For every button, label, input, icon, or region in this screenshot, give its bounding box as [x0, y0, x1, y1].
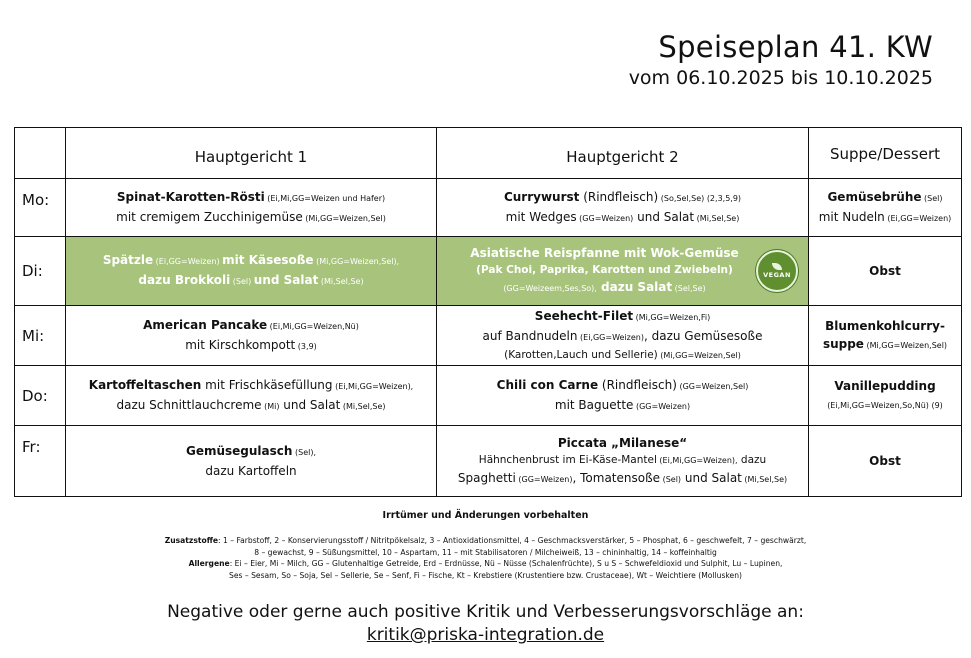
dish-line	[441, 376, 804, 396]
dish-text: und Salat	[681, 470, 742, 485]
day-label: Fr:	[15, 426, 66, 497]
main2-cell	[437, 237, 809, 306]
main2-cell	[437, 426, 809, 497]
page-title: Speiseplan 41. KW	[658, 30, 933, 64]
vegan-badge-icon	[756, 250, 798, 292]
allergens-text-1: : Ei – Eier, Mi – Milch, GG – Glutenhaltige Getreide, Erd – Erdnüsse, Nü – Nüsse (Schalenfrüchte), S u S – Schwefeldioxid und Sulphit, Lu – Lupinen,	[229, 559, 783, 568]
dish-line	[441, 307, 804, 327]
dish-text: mit Baguette	[554, 397, 634, 412]
allergen-codes: (Mi,Sel,Se)	[318, 277, 364, 286]
allergen-codes: (Sel)	[660, 474, 682, 484]
dish-line	[813, 335, 957, 355]
main2-cell	[437, 306, 809, 366]
date-range: vom 06.10.2025 bis 10.10.2025	[628, 67, 933, 89]
main2-cell	[437, 366, 809, 426]
dish-line	[813, 377, 957, 395]
dish-line	[441, 208, 804, 228]
dish-text: , Tomatensoße	[572, 470, 661, 485]
dish-line	[441, 278, 768, 298]
dish-line	[70, 442, 432, 462]
feedback-text: Negative oder gerne auch positive Kritik und Verbesserungsvorschläge an:	[167, 602, 804, 622]
disclaimer: Irrtümer und Änderungen vorbehalten	[382, 510, 589, 521]
allergens-line-2: Ses – Sesam, So – Soja, Sel – Sellerie, Se – Senf, Fi – Fische, Kt – Krebstiere (Krustentiere bzw. Crustaceae), Wt – Weichtiere (Mollusken)	[229, 570, 742, 580]
dish-text: Gemüsegulasch	[185, 444, 293, 458]
table-row	[15, 237, 962, 306]
allergen-codes: (Mi,Sel,Se)	[694, 213, 740, 223]
soup-cell	[809, 179, 962, 237]
allergen-codes: (Mi,GG=Weizen,Sel)	[863, 340, 948, 350]
additives-label: Zusatzstoffe	[164, 536, 219, 545]
dish-line	[70, 336, 432, 356]
corner-cell	[15, 128, 66, 179]
dish-line	[813, 188, 957, 208]
dish-line	[441, 452, 804, 469]
dish-text: Spinat-Karotten-Rösti	[116, 189, 265, 204]
dish-text: mit Käsesoße	[222, 253, 314, 267]
dish-text: Vanillepudding	[834, 378, 936, 393]
soup-cell	[809, 366, 962, 426]
dish-line	[441, 434, 804, 452]
dish-text: dazu Schnittlauchcreme	[116, 397, 262, 412]
dish-text: dazu	[737, 453, 767, 466]
dish-text: mit Wok-Gemüse	[619, 246, 739, 260]
dish-text: Spätzle	[102, 253, 154, 267]
dish-text: Chili con Carne	[496, 377, 599, 392]
allergen-codes: (Sel,Se)	[672, 284, 706, 293]
day-label: Mo:	[15, 179, 66, 237]
table-row	[15, 179, 962, 237]
dish-text: Gemüsebrühe	[827, 189, 922, 204]
main1-cell	[66, 179, 437, 237]
dish-text: suppe	[822, 336, 864, 351]
main1-cell	[66, 426, 437, 497]
allergen-codes: (Ei,Mi,GG=Weizen,So,Nü) (9)	[827, 400, 943, 410]
dish-line	[813, 262, 957, 280]
allergen-codes: (Ei,GG=Weizen)	[153, 257, 223, 266]
dish-text: auf Bandnudeln	[482, 329, 578, 343]
main1-cell	[66, 237, 437, 306]
dish-text: , dazu Gemüsesoße	[643, 329, 763, 343]
dish-text: Blumenkohlcurry-	[825, 318, 945, 333]
col-header-main1: Hauptgericht 1	[66, 128, 437, 179]
allergen-codes: (3,9)	[295, 341, 317, 351]
allergen-codes: (Mi)	[261, 401, 280, 411]
dish-line	[70, 396, 432, 416]
allergen-codes: (Ei,GG=Weizen)	[884, 213, 952, 223]
allergen-codes: (Mi,GG=Weizen,Sel)	[302, 213, 386, 223]
dish-line	[441, 244, 768, 262]
soup-cell	[809, 426, 962, 497]
day-label: Di:	[15, 237, 66, 306]
allergen-codes: (Mi,GG=Weizen,Fi)	[633, 313, 711, 322]
dish-text: (Karotten,Lauch und Sellerie)	[504, 349, 658, 361]
page-header	[629, 30, 933, 90]
dish-text: Obst	[869, 454, 901, 468]
allergen-codes: (Ei,Mi,GG=Weizen und Hafer)	[264, 193, 386, 203]
dish-text: Obst	[869, 264, 901, 278]
dish-text: dazu Brokkoli	[138, 273, 231, 287]
allergen-codes: (GG=Weizen,Sel)	[676, 381, 749, 391]
allergen-codes: (Sel)	[230, 277, 254, 286]
col-header-soup: Suppe/Dessert	[809, 128, 962, 179]
main2-content	[441, 244, 804, 298]
day-label: Do:	[15, 366, 66, 426]
dish-line	[70, 462, 432, 480]
dish-line	[441, 469, 804, 489]
dish-text: American Pancake	[143, 317, 268, 332]
allergen-codes: (GG=Weizen)	[576, 213, 634, 223]
allergen-codes: (Mi,GG=Weizen,Sel),	[313, 257, 400, 266]
dish-text: mit cremigem Zucchinigemüse	[116, 209, 303, 224]
feedback-section	[0, 601, 971, 647]
dish-line	[70, 316, 432, 336]
table-row	[15, 426, 962, 497]
allergen-codes: (Sel),	[292, 448, 317, 457]
dish-text: Kartoffeltaschen	[88, 377, 202, 392]
allergen-codes: (Ei,Mi,GG=Weizen),	[332, 381, 414, 391]
table-row	[15, 306, 962, 366]
dish-line	[441, 188, 804, 208]
dish-text: Seehecht-Filet	[534, 309, 634, 323]
additives-line-2: 8 – gewachst, 9 – Süßungsmittel, 10 – Aspartam, 11 – mit Stabilisatoren / Milcheiweiß, 13 – chininhaltig, 14 – koffeinhaltig	[254, 547, 717, 557]
allergen-codes: (Ei,Mi,GG=Weizen,Nü)	[267, 321, 359, 331]
allergen-codes: (Ei,Mi,GG=Weizen),	[656, 455, 738, 465]
dish-text: (Pak Choi, Paprika, Karotten und Zwiebeln)	[476, 264, 733, 276]
dish-line	[70, 251, 432, 271]
additives-text-1: : 1 – Farbstoff, 2 – Konservierungsstoff / Nitritpökelsalz, 3 – Antioxidationsmittel, 4 – Geschmacksverstärker, 5 – Phosphat, 6 – geschwefelt, 7 – geschwärzt,	[218, 536, 807, 545]
dish-text: mit Frischkäsefüllung	[201, 377, 333, 392]
col-header-main2: Hauptgericht 2	[437, 128, 809, 179]
dish-text: und Salat	[253, 273, 319, 287]
dish-text: Spaghetti	[457, 470, 516, 485]
dish-text: Hähnchenbrust im Ei-Käse-Mantel	[478, 453, 657, 466]
dish-line	[70, 208, 432, 228]
dish-text: (Rindfleisch)	[579, 189, 659, 204]
dish-text: Currywurst	[503, 189, 580, 204]
dish-text: mit Wedges	[505, 209, 577, 224]
allergen-codes: (Mi,Sel,Se)	[340, 401, 386, 411]
allergens-label: Allergene	[188, 559, 230, 568]
dish-text: dazu Salat	[596, 280, 673, 294]
allergen-codes: (GG=Weizeem,Ses,So),	[503, 284, 597, 293]
header-row	[15, 128, 962, 179]
main2-lines	[441, 244, 804, 298]
main1-cell	[66, 306, 437, 366]
additives-line-1	[0, 535, 971, 547]
allergen-codes: (GG=Weizen)	[515, 474, 573, 484]
dish-text: und Salat	[633, 209, 695, 224]
dish-text: mit Nudeln	[818, 209, 885, 224]
allergen-codes: (GG=Weizen)	[633, 401, 691, 411]
feedback-email-link[interactable]: kritik@priska-integration.de	[366, 625, 605, 645]
dish-text: Asiatische Reispfanne	[470, 246, 620, 260]
table-row	[15, 366, 962, 426]
menu-table	[14, 127, 962, 497]
dish-line	[70, 271, 432, 291]
allergen-codes: (Ei,GG=Weizen)	[577, 333, 644, 342]
vegan-badge-label: VEGAN	[763, 271, 791, 279]
allergen-codes: (Sel)	[921, 193, 943, 203]
day-label: Mi:	[15, 306, 66, 366]
dish-line	[813, 452, 957, 470]
main1-cell	[66, 366, 437, 426]
dish-text: und Salat	[279, 397, 341, 412]
allergens-line-1	[0, 558, 971, 570]
dish-line	[813, 208, 957, 228]
dish-line	[70, 376, 432, 396]
soup-cell	[809, 237, 962, 306]
dish-line	[813, 317, 957, 335]
dish-text: mit Kirschkompott	[185, 337, 296, 352]
main2-cell	[437, 179, 809, 237]
soup-cell	[809, 306, 962, 366]
leaf-icon	[772, 263, 782, 270]
dish-line	[70, 188, 432, 208]
dish-text: dazu Kartoffeln	[205, 464, 297, 478]
dish-text: Piccata „Milanese“	[557, 435, 688, 450]
dish-line	[441, 262, 768, 278]
allergen-codes: (Mi,GG=Weizen,Sel)	[657, 351, 741, 360]
dish-text: (Rindfleisch)	[598, 377, 677, 392]
additives-allergens-notes	[0, 535, 971, 581]
allergen-codes: (So,Sel,Se) (2,3,5,9)	[658, 193, 742, 203]
dish-line	[441, 327, 804, 347]
dish-line	[441, 347, 804, 364]
dish-line	[441, 396, 804, 416]
allergen-codes: (Mi,Sel,Se)	[741, 474, 788, 484]
dish-line	[813, 395, 957, 415]
